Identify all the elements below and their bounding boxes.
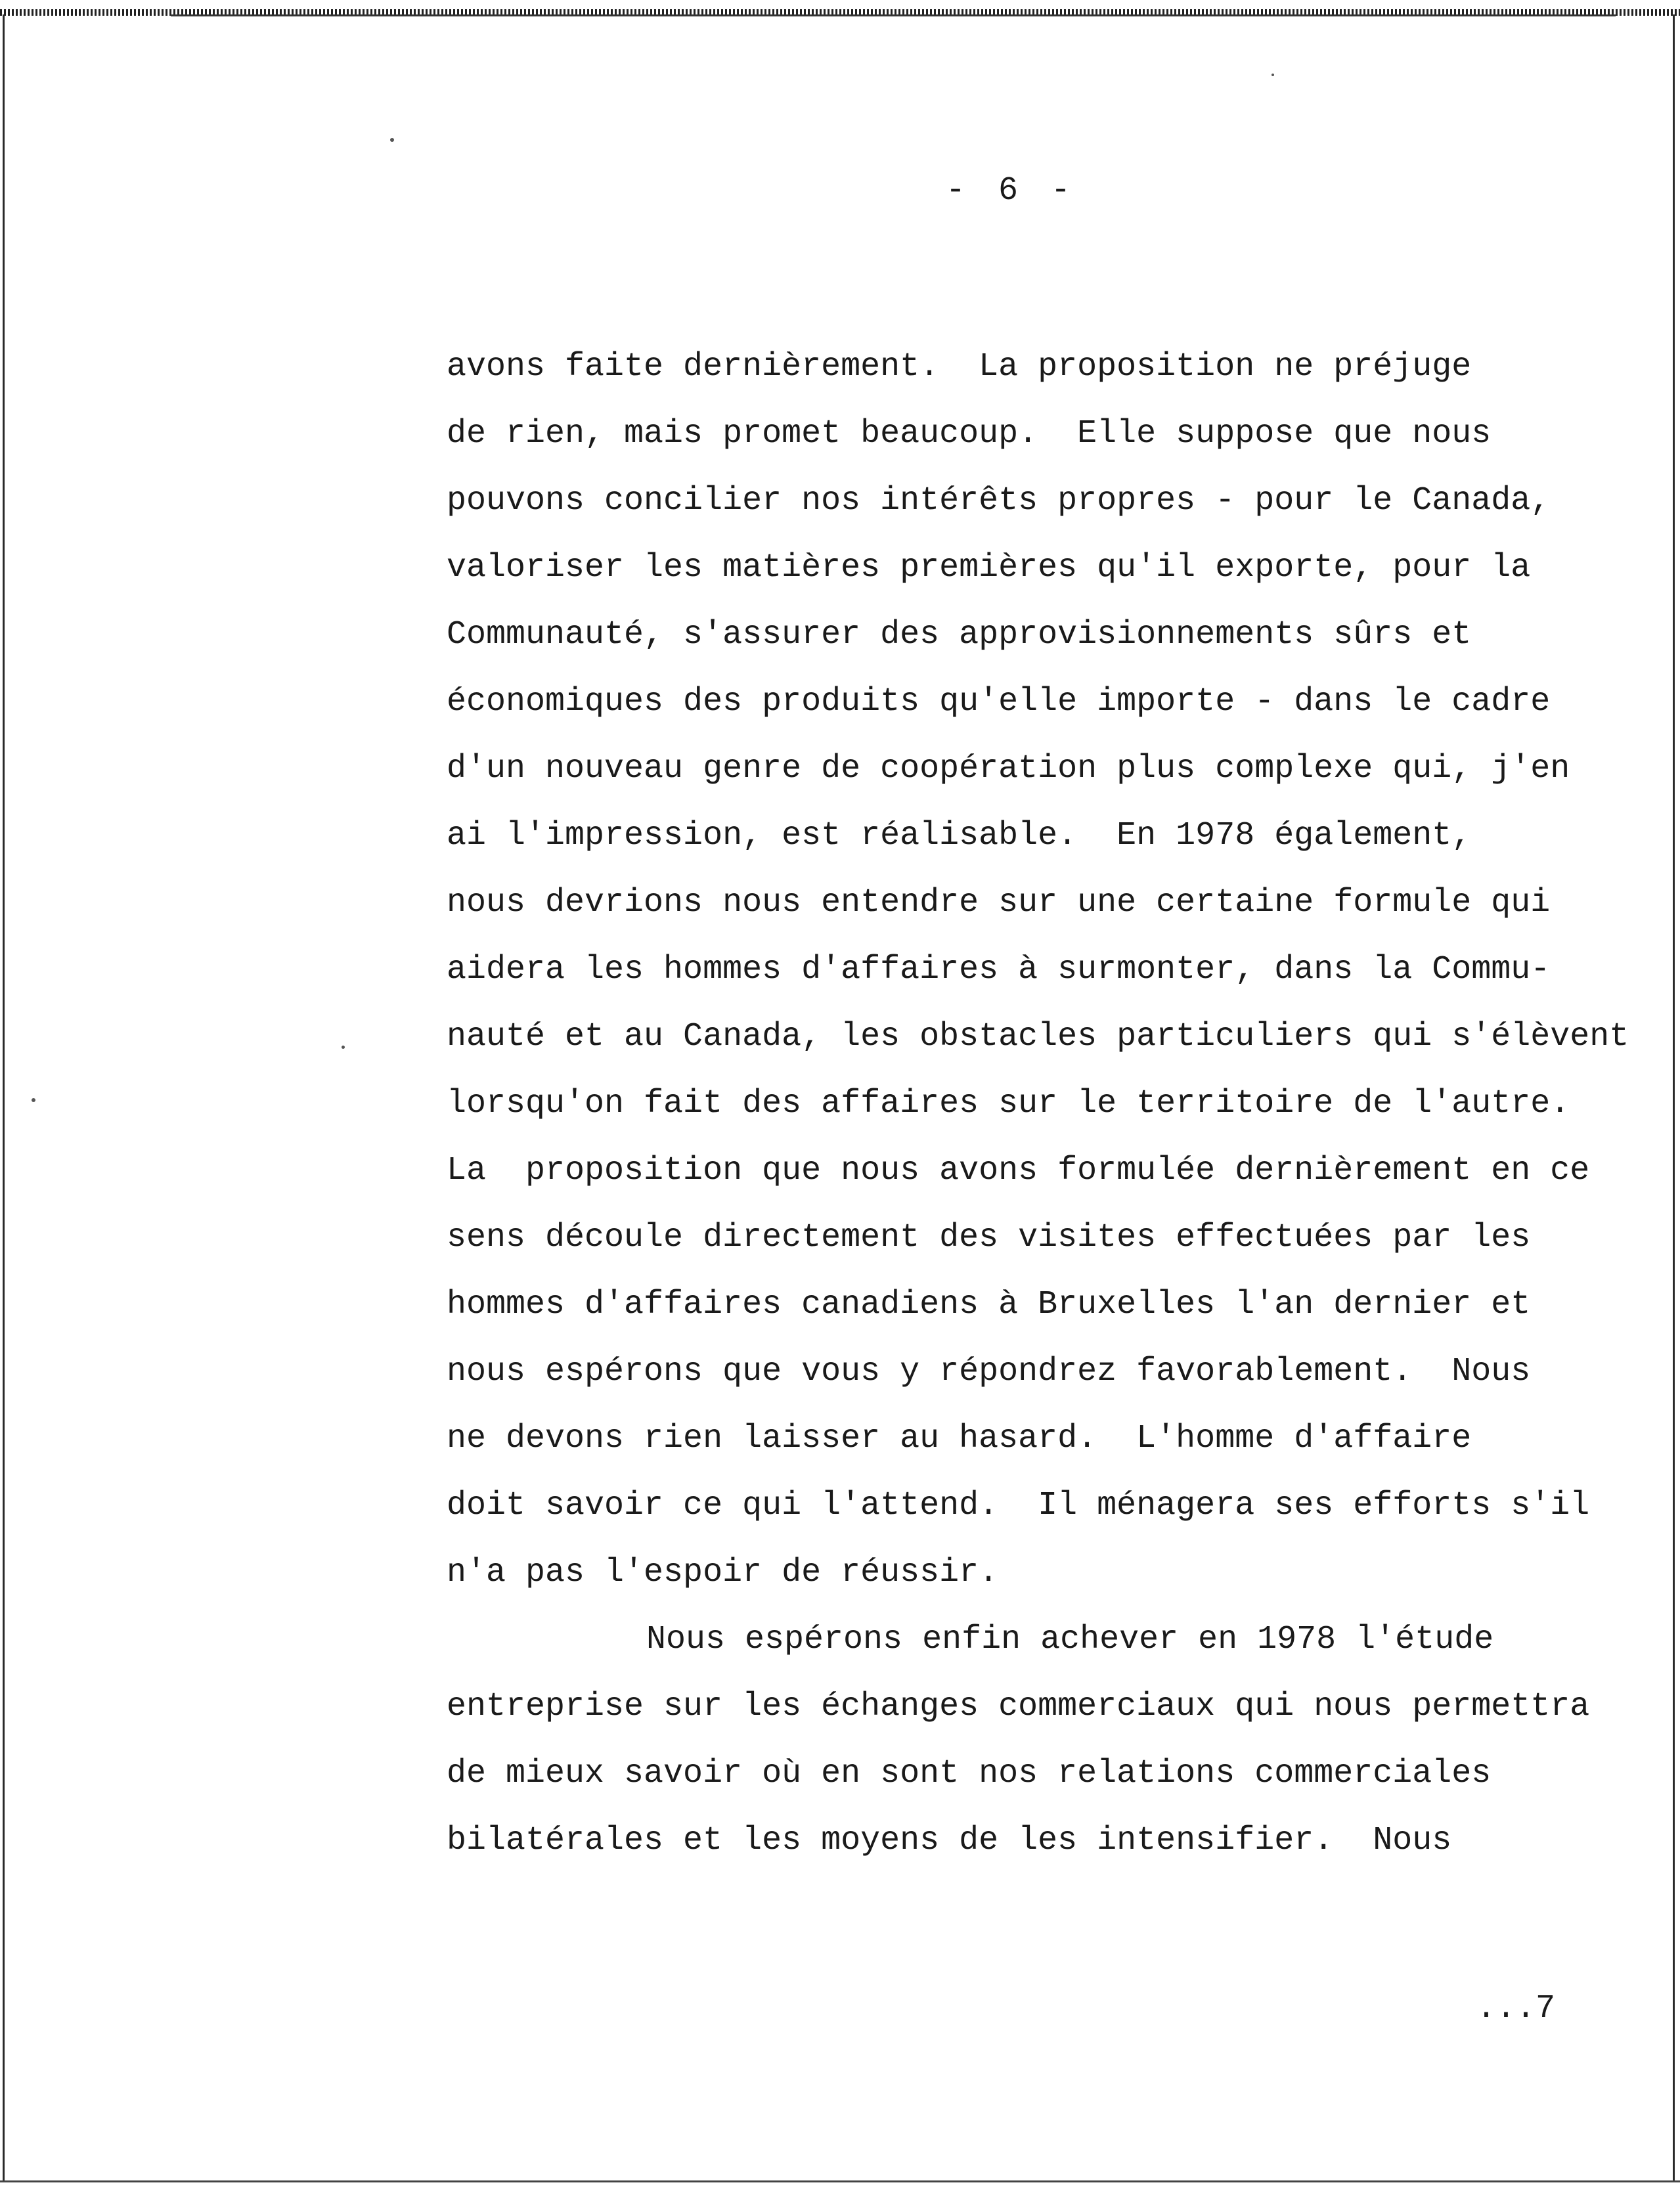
text-line: ne devons rien laisser au hasard. L'homme d'affaire [447,1420,1472,1457]
scan-speck [390,138,394,142]
text-line: Communauté, s'assurer des approvisionnements sûrs et [447,616,1472,653]
text-line: entreprise sur les échanges commerciaux qui nous permettra [447,1688,1590,1725]
text-line: de rien, mais promet beaucoup. Elle suppose que nous [447,415,1492,453]
page-number: - 6 - [946,172,1078,210]
scan-speck [342,1046,345,1049]
text-line: La proposition que nous avons formulée dernièrement en ce [447,1152,1590,1189]
text-line: n'a pas l'espoir de réussir. [447,1554,999,1591]
text-line: nous devrions nous entendre sur une certaine formule qui [447,884,1551,921]
text-line: valoriser les matières premières qu'il exporte, pour la [447,549,1531,586]
scan-speck [32,1098,35,1102]
text-line: avons faite dernièrement. La proposition ne préjuge [447,348,1472,386]
text-line: ai l'impression, est réalisable. En 1978 également, [447,817,1472,854]
text-line: aidera les hommes d'affaires à surmonter, dans la Commu- [447,951,1551,988]
text-line: bilatérales et les moyens de les intensifier. Nous [447,1822,1452,1859]
text-line: hommes d'affaires canadiens à Bruxelles l'an dernier et [447,1286,1531,1323]
text-line: lorsqu'on fait des affaires sur le territoire de l'autre. [447,1085,1570,1122]
text-line: d'un nouveau genre de coopération plus complexe qui, j'en [447,750,1570,787]
scan-bottom-edge [0,2180,1680,2182]
text-line: nous espérons que vous y répondrez favorablement. Nous [447,1353,1531,1390]
continuation-marker: ...7 [1476,1990,1556,2027]
text-line: économiques des produits qu'elle importe - dans le cadre [447,683,1551,720]
text-line: pouvons concilier nos intérêts propres - pour le Canada, [447,482,1551,520]
text-line: de mieux savoir où en sont nos relations commerciales [447,1755,1492,1792]
body-text [447,334,1655,1874]
text-line: doit savoir ce qui l'attend. Il ménagera ses efforts s'il [447,1487,1590,1524]
text-line: nauté et au Canada, les obstacles particuliers qui s'élèvent [447,1018,1629,1055]
text-line-indented: Nous espérons enfin achever en 1978 l'étude [646,1621,1494,1658]
text-line: sens découle directement des visites effectuées par les [447,1219,1531,1256]
scan-speck [1271,74,1274,76]
